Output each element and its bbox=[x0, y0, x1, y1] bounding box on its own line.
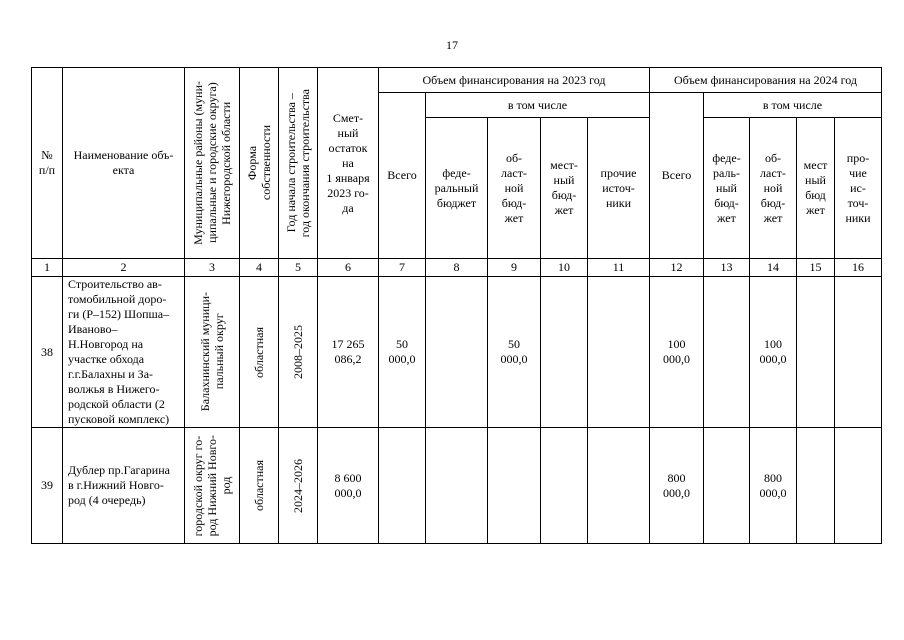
years-text: 2008–2025 bbox=[291, 325, 305, 379]
col-number: 6 bbox=[318, 259, 379, 277]
column-numbers-row bbox=[32, 259, 882, 277]
header-districts-text: Муниципальные районы (муни- ципальные и городские округа) Нижегородской области bbox=[191, 81, 233, 245]
col-number: 15 bbox=[797, 259, 835, 277]
col-number: 9 bbox=[488, 259, 541, 277]
row-num: 39 bbox=[32, 428, 63, 544]
header-ownership-text: Форма собственности bbox=[245, 125, 273, 201]
ownership-cell bbox=[240, 428, 279, 544]
row-num: 38 bbox=[32, 277, 63, 428]
district-cell bbox=[185, 428, 240, 544]
col-number: 3 bbox=[185, 259, 240, 277]
table-row bbox=[32, 277, 882, 428]
regional-2023: 50 000,0 bbox=[488, 277, 541, 428]
header-local-2024: мест ный бюд жет bbox=[797, 118, 835, 259]
col-number: 16 bbox=[835, 259, 882, 277]
total-2024: 800 000,0 bbox=[650, 428, 704, 544]
col-number: 2 bbox=[63, 259, 185, 277]
col-number: 1 bbox=[32, 259, 63, 277]
header-name: Наименование объ- екта bbox=[63, 68, 185, 259]
federal-2024 bbox=[704, 428, 750, 544]
federal-2023 bbox=[426, 277, 488, 428]
total-2023 bbox=[379, 428, 426, 544]
ownership-cell bbox=[240, 277, 279, 428]
table-row bbox=[32, 428, 882, 544]
district-text: Балахнинский муници- пальный округ bbox=[198, 292, 226, 412]
local-2024 bbox=[797, 428, 835, 544]
header-years-text: Год начала строительства – год окончания строительства bbox=[284, 88, 312, 238]
header-fin-2023: Объем финансирования на 2023 год bbox=[379, 68, 650, 93]
header-incl-2023: в том числе bbox=[426, 93, 650, 118]
header-regional-2024: об- ласт- ной бюд- жет bbox=[750, 118, 797, 259]
col-number: 12 bbox=[650, 259, 704, 277]
page-number: 17 bbox=[446, 38, 458, 52]
other-2024 bbox=[835, 277, 882, 428]
other-2023 bbox=[588, 428, 650, 544]
district-text: городской округ го- род Нижний Новго- род bbox=[191, 434, 233, 537]
district-cell bbox=[185, 277, 240, 428]
financing-table bbox=[31, 67, 882, 544]
col-number: 8 bbox=[426, 259, 488, 277]
federal-2023 bbox=[426, 428, 488, 544]
header-ownership bbox=[240, 68, 279, 259]
other-2023 bbox=[588, 277, 650, 428]
header-federal-2023: феде- ральный бюджет bbox=[426, 118, 488, 259]
col-number: 4 bbox=[240, 259, 279, 277]
object-name: Дублер пр.Гагарина в г.Нижний Новго- род (4 очередь) bbox=[63, 428, 185, 544]
ownership-text: областная bbox=[252, 326, 266, 378]
local-2024 bbox=[797, 277, 835, 428]
col-number: 10 bbox=[541, 259, 588, 277]
header-total-2024: Всего bbox=[650, 93, 704, 259]
years-cell bbox=[279, 277, 318, 428]
col-number: 7 bbox=[379, 259, 426, 277]
header-federal-2024: феде- раль- ный бюд- жет bbox=[704, 118, 750, 259]
header-districts bbox=[185, 68, 240, 259]
estimate-value: 17 265 086,2 bbox=[318, 277, 379, 428]
local-2023 bbox=[541, 428, 588, 544]
header-incl-2024: в том числе bbox=[704, 93, 882, 118]
header-local-2023: мест- ный бюд- жет bbox=[541, 118, 588, 259]
other-2024 bbox=[835, 428, 882, 544]
header-num: № п/п bbox=[32, 68, 63, 259]
years-text: 2024–2026 bbox=[291, 458, 305, 513]
total-2023: 50 000,0 bbox=[379, 277, 426, 428]
header-estimate: Смет- ный остаток на 1 января 2023 го- да bbox=[318, 68, 379, 259]
header-total-2023: Всего bbox=[379, 93, 426, 259]
regional-2023 bbox=[488, 428, 541, 544]
col-number: 13 bbox=[704, 259, 750, 277]
header-years bbox=[279, 68, 318, 259]
col-number: 14 bbox=[750, 259, 797, 277]
header-regional-2023: об- ласт- ной бюд- жет bbox=[488, 118, 541, 259]
years-cell bbox=[279, 428, 318, 544]
col-number: 11 bbox=[588, 259, 650, 277]
local-2023 bbox=[541, 277, 588, 428]
header-other-2024: про- чие ис- точ- ники bbox=[835, 118, 882, 259]
regional-2024: 100 000,0 bbox=[750, 277, 797, 428]
object-name: Строительство ав- томобильной доро- ги (Р–152) Шопша– Иваново– Н.Новгород на участке обхода г.г.Балахны и За- волжья в Нижего- родской области (2 пусковой комплекс) bbox=[63, 277, 185, 428]
regional-2024: 800 000,0 bbox=[750, 428, 797, 544]
total-2024: 100 000,0 bbox=[650, 277, 704, 428]
estimate-value: 8 600 000,0 bbox=[318, 428, 379, 544]
federal-2024 bbox=[704, 277, 750, 428]
header-fin-2024: Объем финансирования на 2024 год bbox=[650, 68, 882, 93]
ownership-text: областная bbox=[252, 460, 266, 511]
col-number: 5 bbox=[279, 259, 318, 277]
header-other-2023: прочие источ- ники bbox=[588, 118, 650, 259]
